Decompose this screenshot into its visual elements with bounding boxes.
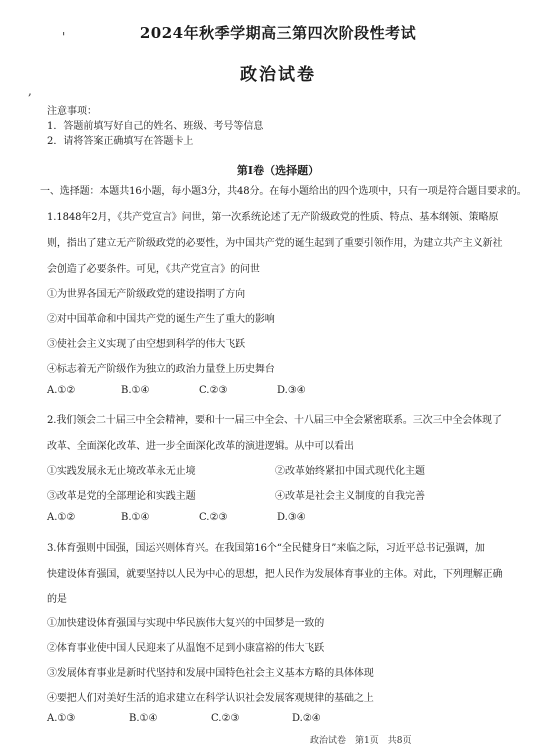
q2-statement: ④改革是社会主义制度的自我完善 [275, 491, 425, 502]
q1-statement: ④标志着无产阶级作为独立的政治力量登上历史舞台 [47, 364, 275, 375]
exam-subject: 政治试卷 [240, 65, 316, 85]
option-b: B.①④ [121, 385, 150, 396]
q3-statement: ③发展体育事业是新时代坚持和发展中国特色社会主义基本方略的具体体现 [47, 668, 374, 679]
q1-stem-line: 1.1848年2月，《共产党宣言》问世，第一次系统论述了无产阶级政党的性质、特点、基本纲领、策略原 [47, 212, 499, 223]
option-d: D.③④ [277, 512, 306, 523]
option-b: B.①④ [129, 713, 158, 724]
option-c: C.②③ [199, 512, 228, 523]
q3-stem-line: 3.体育强则中国强，国运兴则体育兴。在我国第16个“全民健身日”来临之际，习近平总书记强调，加 [47, 543, 485, 554]
option-a: A.①② [47, 385, 76, 396]
page-footer: 政治试卷 第1页 共8页 [310, 736, 412, 746]
q3-statement: ①加快建设体育强国与实现中华民族伟大复兴的中国梦是一致的 [47, 618, 325, 629]
exam-title: 2024年秋季学期高三第四次阶段性考试 [139, 24, 417, 42]
notes-item: 1．答题前填写好自己的姓名、班级、考号等信息 [47, 121, 264, 132]
q2-statement: ①实践发展永无止境改革永无止境 [47, 466, 196, 477]
option-a: A.①③ [47, 713, 76, 724]
section-title: 第Ⅰ卷（选择题） [236, 164, 320, 177]
q1-statement: ②对中国革命和中国共产党的诞生产生了重大的影响 [47, 314, 275, 325]
q3-stem-line: 快建设体育强国，就要坚持以人民为中心的思想，把人民作为发展体育事业的主体。对此，下列理解正确 [47, 569, 503, 580]
option-a: A.①② [47, 512, 76, 523]
q3-stem-line: 的是 [47, 594, 67, 605]
q3-statement: ②体育事业使中国人民迎来了从温饱不足到小康富裕的伟大飞跃 [47, 643, 325, 654]
q2-statement: ③改革是党的全部理论和实践主题 [47, 491, 196, 502]
q1-statement: ③使社会主义实现了由空想到科学的伟大飞跃 [47, 339, 245, 350]
option-c: C.②③ [211, 713, 240, 724]
section-intro: 一、选择题：本题共16小题，每小题3分，共48分。在每小题给出的四个选项中，只有一项是符合题目要求的。 [40, 186, 527, 197]
q2-statement: ②改革始终紧扣中国式现代化主题 [275, 466, 425, 477]
stray-mark: , [28, 84, 32, 98]
notes-block [47, 104, 263, 149]
q2-stem-line: 改革、全面深化改革、进一步全面深化改革的演进逻辑。从中可以看出 [47, 441, 354, 452]
q1-stem-line: 则，指出了建立无产阶级政党的必要性，为中国共产党的诞生起到了重要引领作用，为建立共产主义新社 [47, 238, 503, 249]
notes-item: 2．请将答案正确填写在答题卡上 [47, 136, 194, 147]
q2-stem-line: 2.我们领会二十届三中全会精神，要和十一届三中全会、十八届三中全会紧密联系。三次三中全会体现了 [47, 415, 502, 426]
q3-statement: ④要把人们对美好生活的追求建立在科学认识社会发展客观规律的基础之上 [47, 693, 374, 704]
stray-mark: ' [62, 30, 66, 44]
q1-stem-line: 会创造了必要条件。可见，《共产党宣言》的问世 [47, 264, 260, 275]
option-b: B.①④ [121, 512, 150, 523]
option-c: C.②③ [199, 385, 228, 396]
option-d: D.③④ [277, 385, 306, 396]
notes-heading: 注意事项： [47, 106, 97, 117]
q1-statement: ①为世界各国无产阶级政党的建设指明了方向 [47, 289, 245, 300]
option-d: D.②④ [292, 713, 321, 724]
